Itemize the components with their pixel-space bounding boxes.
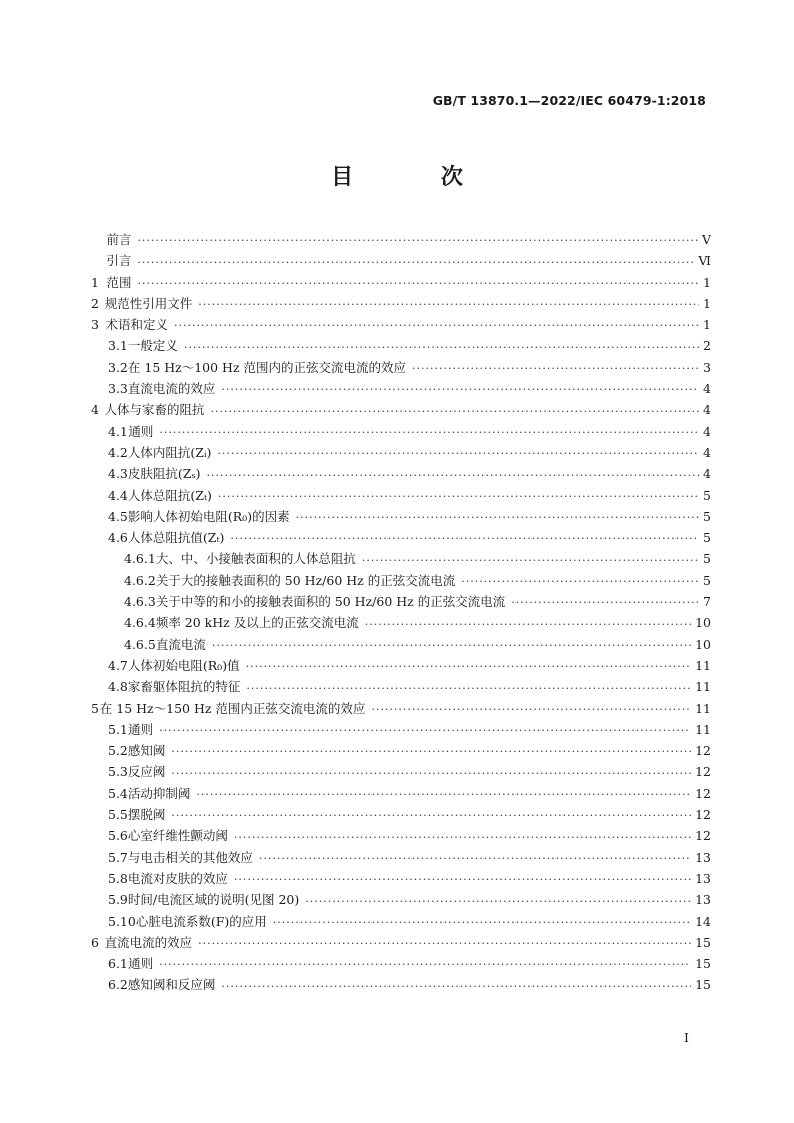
toc-entry-label: 人体内阻抗(Zᵢ): [127, 444, 212, 460]
toc-entry-page-number: 10: [695, 636, 711, 652]
toc-entry[interactable]: [91, 953, 711, 974]
toc-entry[interactable]: [91, 229, 711, 250]
toc-entry-number: 4.6.2: [124, 572, 156, 588]
toc-entry-number: 6.2: [108, 977, 128, 993]
toc-entry-label: 摆脱阈: [127, 807, 166, 823]
toc-dot-leader: [159, 424, 699, 442]
toc-entry[interactable]: [91, 676, 711, 697]
page-title: 目 次: [331, 165, 503, 190]
toc-entry[interactable]: [91, 314, 711, 335]
toc-entry-page-number: 10: [695, 615, 711, 631]
toc-entry-label: 大、中、小接触表面积的人体总阻抗: [155, 551, 356, 567]
standard-code: GB/T 13870.1—2022/IEC 60479-1:2018: [432, 93, 706, 108]
toc-entry-page-number: 4: [703, 381, 711, 397]
toc-entry-label: 通则: [128, 721, 154, 737]
toc-entry-number: 5.3: [108, 764, 128, 780]
toc-dot-leader: [273, 914, 691, 932]
toc-entry-label: 与电击相关的其他效应: [127, 849, 253, 865]
toc-entry-label: 一般定义: [127, 338, 178, 354]
toc-entry-label: 规范性引用文件: [104, 295, 193, 311]
toc-dot-leader: [362, 552, 699, 570]
toc-entry[interactable]: [91, 740, 711, 761]
toc-dot-leader: [198, 935, 691, 953]
toc-entry-label: 范围: [106, 274, 132, 290]
toc-entry-label: 人体总阻抗值(Zₜ): [127, 530, 225, 546]
toc-entry[interactable]: [91, 804, 711, 825]
toc-entry-label: 活动抑制阈: [127, 785, 191, 801]
toc-entry-label: 感知阈: [127, 743, 166, 759]
toc-entry-label: 直流电流: [155, 636, 206, 652]
toc-entry[interactable]: [91, 889, 711, 910]
toc-entry-page-number: 1: [703, 295, 711, 311]
toc-dot-leader: [159, 722, 691, 740]
toc-entry-label: 在 15 Hz～150 Hz 范围内正弦交流电流的效应: [99, 700, 366, 716]
toc-entry-page-number: 11: [695, 679, 711, 695]
toc-entry[interactable]: [91, 250, 711, 271]
toc-entry-page-number: 12: [695, 828, 711, 844]
toc-dot-leader: [246, 658, 692, 676]
toc-entry-number: 4.7: [108, 657, 128, 673]
toc-dot-leader: [196, 786, 691, 804]
toc-entry[interactable]: [91, 719, 711, 740]
toc-entry-label: 影响人体初始电阻(R₀)的因素: [127, 508, 290, 524]
toc-entry-number: 5.10: [108, 913, 136, 929]
toc-dot-leader: [234, 829, 691, 847]
toc-entry-number: 4.1: [108, 423, 128, 439]
toc-entry-label: 心脏电流系数(F)的应用: [135, 913, 267, 929]
toc-dot-leader: [221, 978, 691, 996]
toc-entry-page-number: 13: [695, 892, 711, 908]
toc-entry[interactable]: [91, 847, 711, 868]
toc-entry-page-number: 3: [703, 359, 711, 375]
toc-entry[interactable]: [91, 570, 711, 591]
toc-entry-number: 4.4: [108, 487, 128, 503]
toc-dot-leader: [217, 445, 699, 463]
toc-entry-number: 5.4: [108, 785, 128, 801]
toc-entry-number: 4.2: [108, 444, 128, 460]
toc-dot-leader: [305, 893, 691, 911]
toc-entry[interactable]: [91, 485, 711, 506]
toc-entry-number: 4.6.5: [124, 636, 156, 652]
toc-entry-page-number: 1: [703, 317, 711, 333]
toc-entry-page-number: 11: [695, 721, 711, 737]
toc-entry-label: 反应阈: [127, 764, 166, 780]
toc-entry[interactable]: [91, 506, 711, 527]
toc-dot-leader: [259, 850, 691, 868]
toc-entry-page-number: 12: [695, 807, 711, 823]
toc-entry-number: 3.1: [108, 338, 128, 354]
toc-entry-label: 人体初始电阻(R₀)值: [127, 657, 240, 673]
toc-dot-leader: [412, 360, 699, 378]
toc-entry-label: 时间/电流区域的说明(见图 20): [127, 892, 300, 908]
toc-dot-leader: [171, 807, 691, 825]
toc-entry-number: 5.8: [108, 870, 128, 886]
toc-dot-leader: [198, 296, 699, 314]
toc-entry-number: 2: [91, 295, 99, 311]
toc-dot-leader: [246, 680, 691, 698]
toc-entry[interactable]: [91, 591, 711, 612]
toc-entry-label: 直流电流的效应: [127, 381, 216, 397]
toc-entry-number: 4.6: [108, 530, 128, 546]
toc-entry-number: 5.7: [108, 849, 128, 865]
toc-dot-leader: [210, 403, 699, 421]
toc-entry-label: 频率 20 kHz 及以上的正弦交流电流: [155, 615, 359, 631]
toc-entry[interactable]: [91, 932, 711, 953]
toc-entry-label: 前言: [106, 232, 132, 247]
toc-entry-page-number: 11: [695, 700, 711, 716]
toc-entry-number: 4.6.1: [124, 551, 156, 567]
toc-entry[interactable]: [91, 548, 711, 569]
toc-entry-page-number: 13: [695, 849, 711, 865]
toc-dot-leader: [296, 509, 699, 527]
toc-entry-number: 1: [91, 274, 99, 290]
toc-dot-leader: [365, 616, 691, 634]
toc-dot-leader: [171, 743, 691, 761]
page-folio: I: [684, 1030, 689, 1045]
toc-entry-page-number: 11: [695, 657, 711, 673]
toc-entry[interactable]: [91, 463, 711, 484]
toc-entry-page-number: Ⅵ: [698, 253, 711, 269]
toc-entry-label: 电流对皮肤的效应: [127, 870, 228, 886]
toc-entry[interactable]: [91, 634, 711, 655]
toc-entry-page-number: 5: [703, 551, 711, 567]
toc-dot-leader: [218, 488, 699, 506]
toc-entry-label: 人体与家畜的阻抗: [104, 402, 205, 418]
toc-dot-leader: [207, 467, 699, 485]
toc-entry-page-number: 1: [703, 274, 711, 290]
toc-entry-label: 家畜躯体阻抗的特征: [127, 679, 241, 695]
toc-entry[interactable]: [91, 293, 711, 314]
toc-entry-page-number: 15: [695, 956, 711, 972]
toc-entry-page-number: 5: [703, 487, 711, 503]
toc-entry[interactable]: [91, 399, 711, 420]
toc-entry-number: 5.2: [108, 743, 128, 759]
toc-entry-label: 在 15 Hz～100 Hz 范围内的正弦交流电流的效应: [127, 359, 407, 375]
toc-entry-page-number: 15: [695, 977, 711, 993]
toc-entry[interactable]: [91, 421, 711, 442]
toc-entry[interactable]: [91, 974, 711, 995]
toc-entry-page-number: 5: [703, 508, 711, 524]
toc-entry-number: 5: [91, 700, 99, 716]
toc-entry-page-number: 12: [695, 764, 711, 780]
toc-entry-page-number: 12: [695, 785, 711, 801]
toc-entry[interactable]: [91, 655, 711, 676]
toc-entry[interactable]: [91, 335, 711, 356]
toc-entry-label: 引言: [106, 253, 132, 269]
toc-entry-number: 4.8: [108, 679, 128, 695]
toc-entry[interactable]: [91, 698, 711, 719]
toc-dot-leader: [221, 381, 699, 399]
toc-entry-label: 关于大的接触表面积的 50 Hz/60 Hz 的正弦交流电流: [155, 572, 456, 588]
toc-dot-leader: [174, 317, 699, 335]
toc-entry-page-number: 2: [703, 338, 711, 354]
toc-entry-label: 关于中等的和小的接触表面积的 50 Hz/60 Hz 的正弦交流电流: [155, 594, 506, 610]
toc-entry-number: 5.5: [108, 807, 128, 823]
toc-entry-label: 直流电流的效应: [104, 934, 193, 950]
toc-dot-leader: [230, 530, 699, 548]
toc-entry-number: 5.6: [108, 828, 128, 844]
toc-entry-page-number: 13: [695, 870, 711, 886]
toc-entry[interactable]: [91, 527, 711, 548]
toc-dot-leader: [511, 594, 699, 612]
toc-entry-label: 通则: [128, 423, 154, 439]
toc-entry-label: 术语和定义: [105, 317, 168, 333]
toc-entry[interactable]: [91, 442, 711, 463]
toc-dot-leader: [137, 275, 699, 293]
toc-entry-page-number: 12: [695, 743, 711, 759]
toc-dot-leader: [159, 956, 691, 974]
toc-entry-number: 4.6.4: [124, 615, 156, 631]
table-of-contents: [91, 229, 711, 996]
toc-entry-label: 人体总阻抗(Zₜ): [127, 487, 212, 503]
toc-entry[interactable]: [91, 783, 711, 804]
toc-entry-number: 5.1: [108, 721, 128, 737]
toc-entry-page-number: 4: [703, 466, 711, 482]
toc-entry[interactable]: [91, 357, 711, 378]
toc-entry-number: 3.2: [108, 359, 128, 375]
toc-entry-page-number: 4: [703, 423, 711, 439]
toc-entry[interactable]: [91, 825, 711, 846]
toc-entry[interactable]: [91, 378, 711, 399]
toc-entry[interactable]: [91, 911, 711, 932]
toc-entry-label: 通则: [128, 956, 154, 972]
toc-dot-leader: [461, 573, 699, 591]
toc-dot-leader: [137, 254, 694, 272]
toc-entry-page-number: Ⅴ: [701, 232, 711, 247]
toc-dot-leader: [212, 637, 691, 655]
toc-entry-page-number: 5: [703, 530, 711, 546]
toc-entry-number: 3: [91, 317, 99, 333]
toc-entry-number: 6.1: [108, 956, 128, 972]
toc-entry-number: 4.3: [108, 466, 128, 482]
toc-entry-number: 4: [91, 402, 99, 418]
toc-dot-leader: [171, 765, 691, 783]
toc-entry-label: 心室纤维性颤动阈: [127, 828, 228, 844]
toc-entry-number: 3.3: [108, 381, 128, 397]
toc-entry[interactable]: [91, 761, 711, 782]
toc-dot-leader: [184, 339, 699, 357]
toc-entry-number: 4.6.3: [124, 594, 156, 610]
toc-entry-label: 皮肤阻抗(Zₛ): [127, 466, 201, 482]
toc-entry-page-number: 4: [703, 402, 711, 418]
toc-entry[interactable]: [91, 272, 711, 293]
toc-entry-page-number: 14: [695, 913, 711, 929]
toc-entry-number: 6: [91, 934, 99, 950]
toc-entry-label: 感知阈和反应阈: [127, 977, 216, 993]
toc-entry[interactable]: [91, 868, 711, 889]
toc-entry-page-number: 7: [703, 594, 711, 610]
toc-dot-leader: [234, 871, 691, 889]
toc-entry-number: 4.5: [108, 508, 128, 524]
toc-entry[interactable]: [91, 612, 711, 633]
toc-entry-page-number: 5: [703, 572, 711, 588]
toc-entry-page-number: 15: [695, 934, 711, 950]
toc-dot-leader: [137, 232, 698, 250]
toc-entry-page-number: 4: [703, 444, 711, 460]
toc-dot-leader: [371, 701, 691, 719]
toc-entry-number: 5.9: [108, 892, 128, 908]
